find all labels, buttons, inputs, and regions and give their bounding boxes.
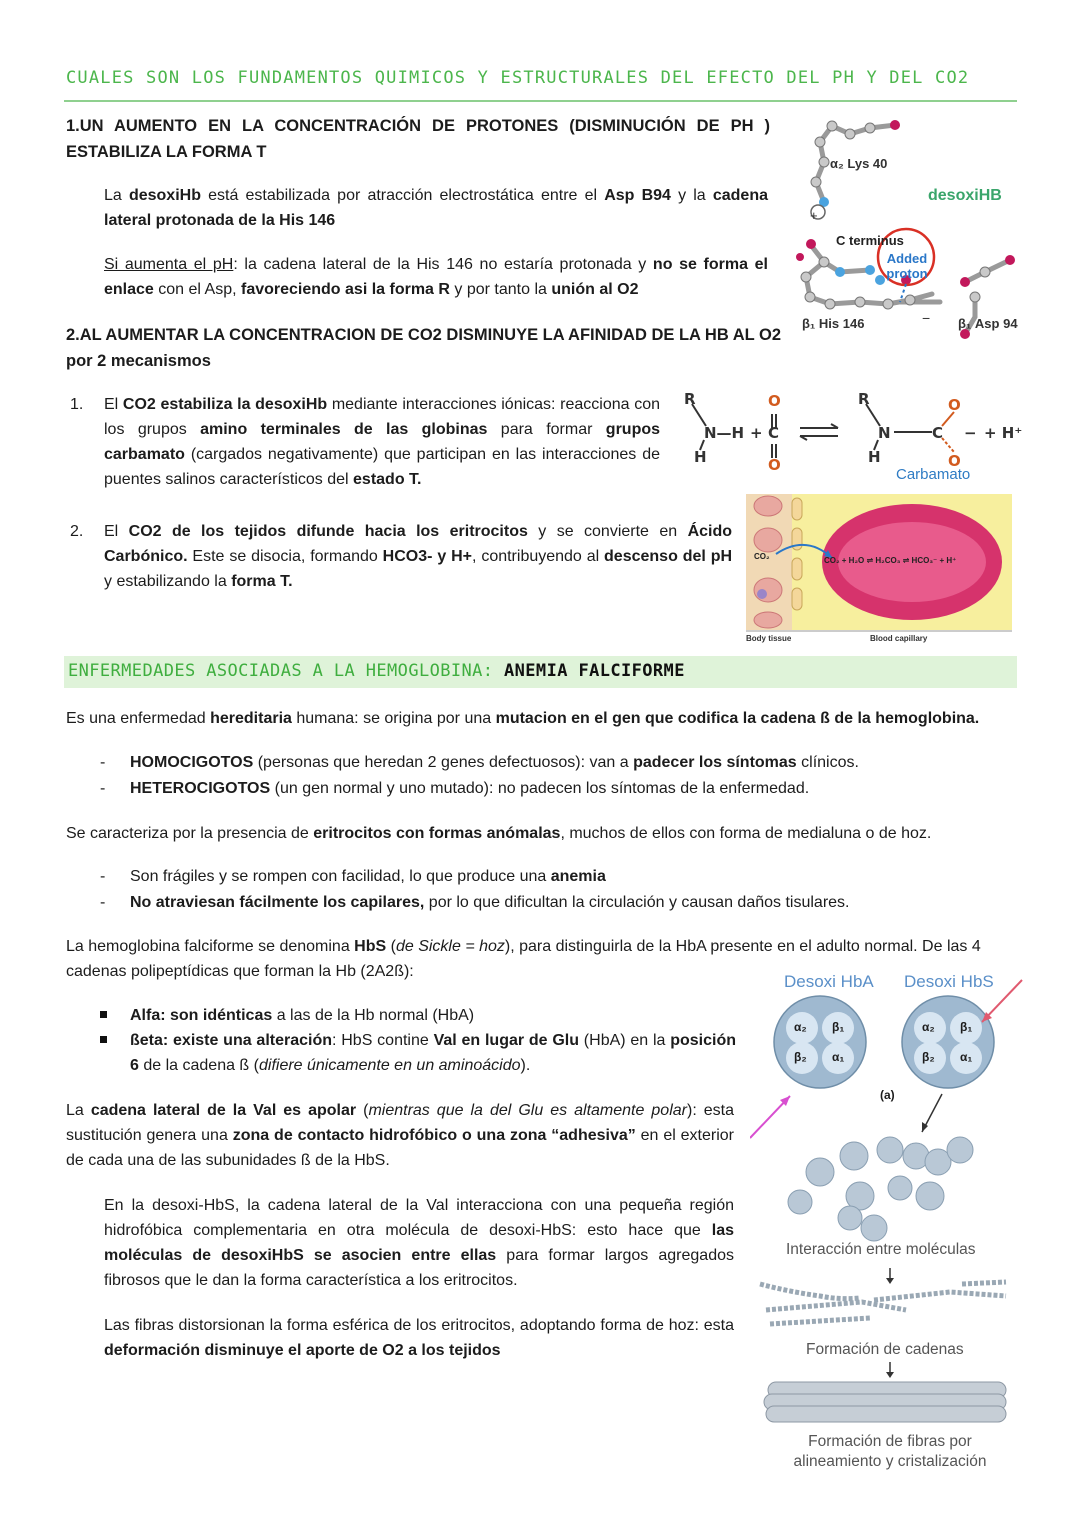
genotype-list	[66, 750, 1016, 802]
carbamate-o-top: O	[948, 396, 961, 414]
co2-carbon: C	[768, 424, 780, 442]
fibers-caption: Formación de fibras por alineamiento y cristalización	[793, 1433, 987, 1470]
amine-nh: N—H	[704, 424, 745, 442]
subunit-beta1-hba: β₁	[832, 1020, 845, 1034]
carbamato-label: Carbamato	[896, 466, 971, 483]
co2-bottom-oxygen: O	[768, 456, 781, 474]
desoxihb-label: desoxiHB	[928, 187, 1002, 204]
figure-hbs-polymerization	[750, 966, 1030, 1486]
amine-h: H	[694, 448, 707, 466]
minus-charge: −	[922, 310, 931, 326]
subunit-alpha1-hba: α₁	[832, 1050, 845, 1064]
subunit-beta1-hbs: β₁	[960, 1020, 973, 1034]
section-2-heading: 2.AL AUMENTAR LA CONCENTRACION DE CO2 DISMINUYE LA AFINIDAD DE LA HB AL O2 por 2 mecanismos	[66, 326, 782, 370]
figure-erythrocyte-co2	[746, 494, 1012, 650]
item-1-text: El CO2 estabiliza la desoxiHb mediante interacciones iónicas: reacciona con los grupos amino terminales de las globinas para formar grupos carbamato (cargados negativamente) que participan en las interacciones de puentes salinos característicos del estado T.	[104, 396, 661, 488]
section-3-heading: ENFERMEDADES ASOCIADAS A LA HEMOGLOBINA: ANEMIA FALCIFORME	[68, 661, 685, 681]
subunit-alpha2-hba: α₂	[794, 1020, 807, 1034]
lys40-label: α₂ Lys 40	[830, 156, 888, 171]
asp94-label: β₁ Asp 94	[958, 316, 1018, 331]
desoxi-hbs-paragraph: En la desoxi-HbS, la cadena lateral de la Val interacciona con una pequeña región hidrofóbica complementaria en otra molécula de desoxi-HbS: esto hace que las moléculas de desoxiHbS se asocien entre ellas para formar largos agregados fibrosos que le dan la forma característica a los eritrocitos.	[104, 1197, 734, 1289]
his146-label: β₁ His 146	[802, 316, 865, 331]
plus-sign-1: +	[750, 424, 763, 442]
subunit-alpha2-hbs: α₂	[922, 1020, 935, 1034]
hbs-paragraph: La hemoglobina falciforme se denomina HbS (de Sickle = hoz), para distinguirla de la HbA presente en el adulto normal. De las 4 cadenas polipeptídicas que forman la Hb (2A2ß):	[66, 938, 981, 980]
list-item: - Son frágiles y se rompen con facilidad, lo que produce una anemia	[66, 864, 1016, 890]
carbamate-minus: −	[964, 424, 977, 442]
item-2-text: El CO2 de los tejidos difunde hacia los eritrocitos y se convierte en Ácido Carbónico. Este se disocia, formando HCO3- y H+, contribuyendo al descenso del pH y estabilizando la forma T.	[104, 523, 733, 590]
val-apolar-paragraph: La cadena lateral de la Val es apolar (mientras que la del Glu es altamente polar): esta sustitución genera una zona de contacto hidrofóbico o una zona “adhesiva” en el exterior de cada una de las subunidades ß de la HbS.	[66, 1102, 735, 1169]
carbamate-n: N	[878, 424, 891, 442]
subunit-beta2-hbs: β₂	[922, 1050, 935, 1064]
list-item: Alfa: son idénticas a las de la Hb normal (HbA)	[66, 1003, 736, 1028]
subunit-beta2-hba: β₂	[794, 1050, 807, 1064]
section-1-paragraph-2: Si aumenta el pH: la cadena lateral de la His 146 no estaría protonada y no se forma el enlace con el Asp, favoreciendo asi la forma R y por tanto la unión al O2	[104, 256, 769, 298]
desoxi-hba-label: Desoxi HbA	[784, 972, 874, 991]
desoxihb-molecule-drawing	[780, 112, 1030, 342]
added-proton-label: Added proton	[886, 251, 928, 281]
desoxi-hbs-label: Desoxi HbS	[904, 972, 994, 991]
subunit-alpha1-hbs: α₁	[960, 1050, 973, 1064]
list-item: ßeta: existe una alteración: HbS contine Val en lugar de Glu (HbA) en la posición 6 de la cadena ß (difiere únicamente en un aminoácido).	[66, 1028, 736, 1078]
anomalous-erythrocytes-paragraph: Se caracteriza por la presencia de eritrocitos con formas anómalas, muchos de ellos con forma de medialuna o de hoz.	[66, 825, 932, 842]
figure-carbamate-reaction	[676, 388, 1026, 488]
carbamate-c: C	[932, 424, 944, 442]
section-1-heading: 1.UN AUMENTO EN LA CONCENTRACIÓN DE PROTONES (DISMINUCIÓN DE PH ) ESTABILIZA LA FORMA T	[66, 117, 770, 161]
body-tissue-label: Body tissue	[746, 634, 792, 643]
plus-charge: +	[810, 208, 818, 223]
page-title: CUALES SON LOS FUNDAMENTOS QUIMICOS Y ESTRUCTURALES DEL EFECTO DEL PH Y DEL CO2	[66, 68, 970, 88]
carbamate-o-bottom: O	[948, 452, 961, 470]
chains-caption: Formación de cadenas	[806, 1341, 964, 1358]
list-item: - HETEROCIGOTOS (un gen normal y uno mutado): no padecen los síntomas de la enfermedad.	[66, 776, 1016, 802]
r-group-right: R	[858, 390, 870, 408]
figure-desoxihb-salt-bridge	[780, 112, 1030, 342]
carbonic-equation: CO₂ + H₂O ⇌ H₂CO₃ ⇌ HCO₃⁻ + H⁺	[824, 556, 957, 565]
list-item: - HOMOCIGOTOS (personas que heredan 2 genes defectuosos): van a padecer los síntomas clínicos.	[66, 750, 1016, 776]
item-1-number: 1.	[70, 396, 84, 413]
chains-list	[66, 1003, 736, 1078]
item-2-number: 2.	[70, 523, 84, 540]
hereditary-paragraph: Es una enfermedad hereditaria humana: se origina por una mutacion en el gen que codifica la cadena ß de la hemoglobina.	[66, 710, 980, 727]
r-group-left: R	[684, 390, 696, 408]
title-divider	[64, 100, 1017, 102]
hemoglobin-polymer-drawing	[750, 966, 1030, 1486]
co2-top-oxygen: O	[768, 392, 781, 410]
co2-left-label: CO₂	[754, 552, 770, 561]
panel-label: (a)	[880, 1088, 895, 1102]
consequences-list	[66, 864, 1016, 916]
proton-product: + H⁺	[984, 424, 1023, 442]
interaction-caption: Interacción entre moléculas	[786, 1241, 976, 1258]
fibers-paragraph: Las fibras distorsionan la forma esférica de los eritrocitos, adoptando forma de hoz: esta deformación disminuye el aporte de O2 a los tejidos	[104, 1317, 734, 1359]
list-item: - No atraviesan fácilmente los capilares, por lo que dificultan la circulación y causan daños tisulares.	[66, 890, 1016, 916]
capillary-label: Blood capillary	[870, 634, 928, 643]
c-terminus-label: C terminus	[836, 233, 904, 248]
carbamate-h: H	[868, 448, 881, 466]
section-1-paragraph-1: La desoxiHb está estabilizada por atracción electrostática entre el Asp B94 y la cadena lateral protonada de la His 146	[104, 187, 768, 229]
erythrocyte-drawing	[746, 494, 1012, 650]
